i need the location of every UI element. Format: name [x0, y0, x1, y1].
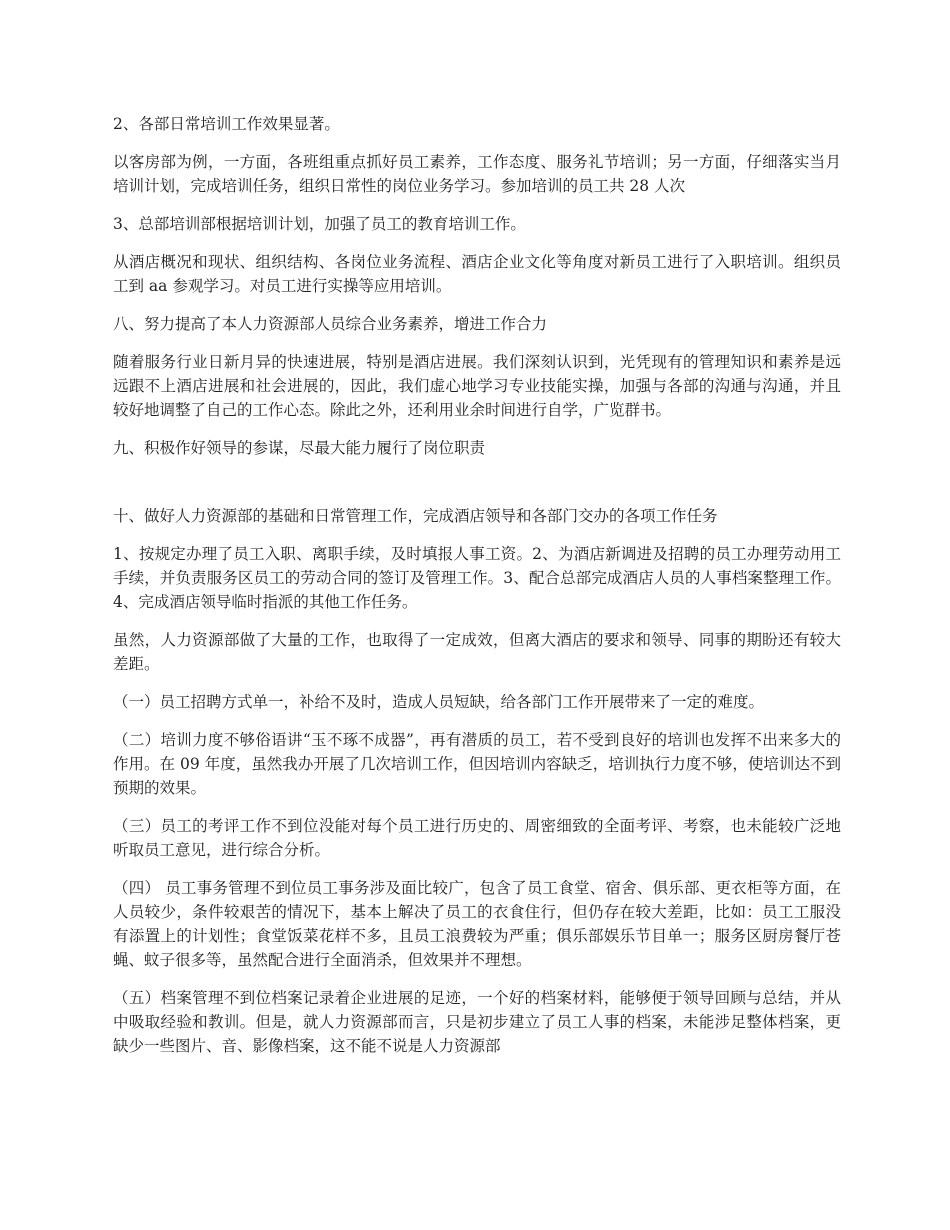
paragraph: 虽然，人力资源部做了大量的工作，也取得了一定成效，但离大酒店的要求和领导、同事的期盼还有较大差距。: [113, 631, 841, 673]
section-heading: 九、积极作好领导的参谋，尽最大能力履行了岗位职责: [113, 439, 486, 457]
paragraph: 从酒店概况和现状、组织结构、各岗位业务流程、酒店企业文化等角度对新员工进行了入职培训。组织员工到 aa 参观学习。对员工进行实操等应用培训。: [113, 253, 841, 295]
document-body: [113, 112, 841, 1072]
paragraph: （三）员工的考评工作不到位没能对每个员工进行历史的、周密细致的全面考评、考察，也未能较广泛地听取员工意见，进行综合分析。: [113, 817, 841, 859]
section-heading: 十、做好人力资源部的基础和日常管理工作，完成酒店领导和各部门交办的各项工作任务: [113, 507, 718, 525]
paragraph: 随着服务行业日新月异的快速进展，特别是酒店进展。我们深刻认识到，光凭现有的管理知识和素养是远远跟不上酒店进展和社会进展的，因此，我们虚心地学习专业技能实操，加强与各部的沟通与沟通，并且较好地调整了自己的工作心态。除此之外，还利用业余时间进行自学，广览群书。: [113, 353, 841, 419]
paragraph: （五）档案管理不到位档案记录着企业进展的足迹，一个好的档案材料，能够便于领导回顾与总结，并从中吸取经验和教训。但是，就人力资源部而言，只是初步建立了员工人事的档案，未能涉足整体档案，更缺少一些图片、音、影像档案，这不能不说是人力资源部: [113, 989, 841, 1055]
paragraph: 2、各部日常培训工作效果显著。: [113, 115, 340, 133]
paragraph: 3、总部培训部根据培训计划，加强了员工的教育培训工作。: [113, 215, 526, 233]
paragraph: （四） 员工事务管理不到位员工事务涉及面比较广，包含了员工食堂、宿舍、俱乐部、更衣柜等方面，在人员较少，条件较艰苦的情况下，基本上解决了员工的衣食住行，但仍存在较大差距，比如：员工工服没有添置上的计划性；食堂饭菜花样不多，且员工浪费较为严重；俱乐部娱乐节目单一；服务区厨房餐厅苍蝇、蚊子很多等，虽然配合进行全面消杀，但效果并不理想。: [113, 879, 841, 969]
paragraph: 1、按规定办理了员工入职、离职手续，及时填报人事工资。2、为酒店新调进及招聘的员工办理劳动用工手续，并负责服务区员工的劳动合同的签订及管理工作。3、配合总部完成酒店人员的人事档案整理工作。4、完成酒店领导临时指派的其他工作任务。: [113, 545, 841, 611]
paragraph: （二）培训力度不够俗语讲“玉不琢不成器”，再有潜质的员工，若不受到良好的培训也发挥不出来多大的作用。在 09 年度，虽然我办开展了几次培训工作，但因培训内容缺乏，培训执行力度不够，使培训达不到预期的效果。: [113, 731, 841, 797]
paragraph: 以客房部为例，一方面，各班组重点抓好员工素养，工作态度、服务礼节培训；另一方面，仔细落实当月培训计划，完成培训任务，组织日常性的岗位业务学习。参加培训的员工共 28 人次: [113, 153, 841, 195]
paragraph: （一）员工招聘方式单一，补给不及时，造成人员短缺，给各部门工作开展带来了一定的难度。: [113, 693, 765, 711]
section-heading: 八、努力提高了本人力资源部人员综合业务素养，增进工作合力: [113, 315, 548, 333]
